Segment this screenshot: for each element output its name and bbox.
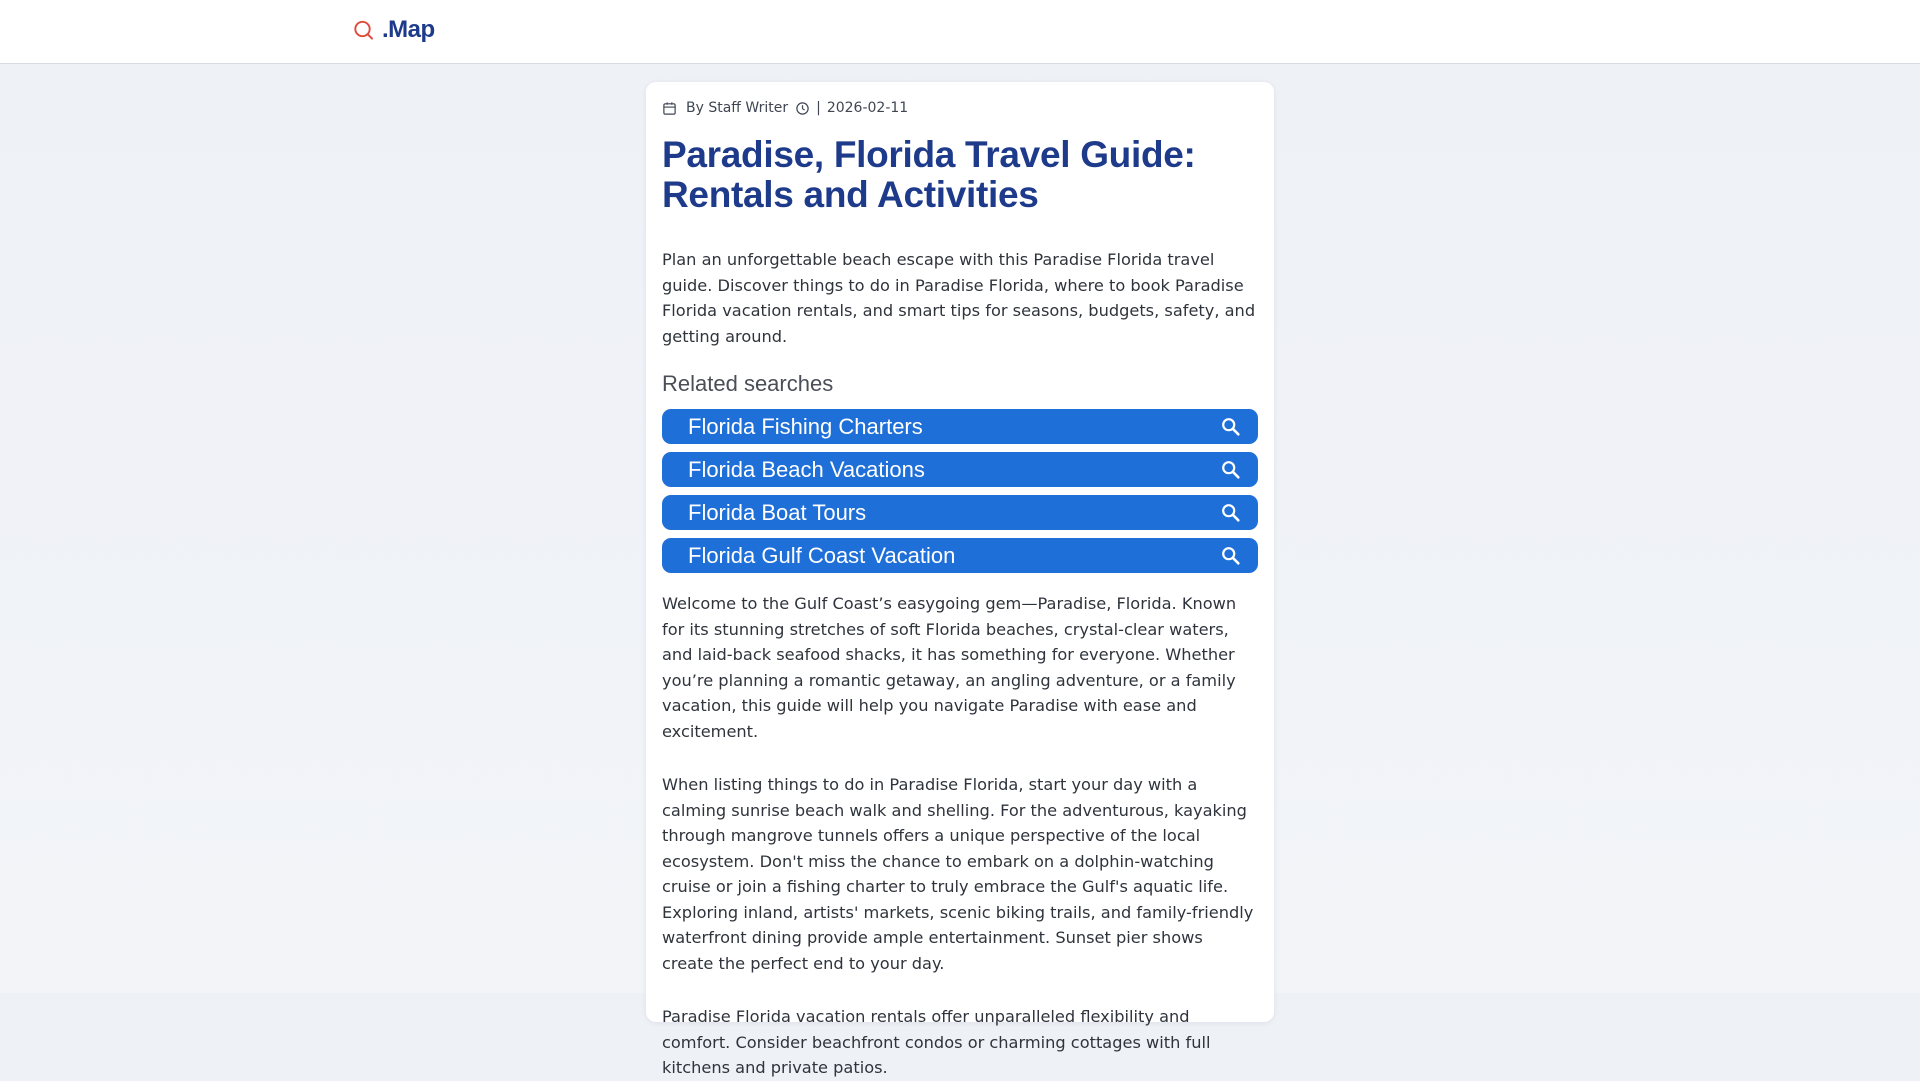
search-icon: [352, 18, 376, 42]
clock-icon: [795, 101, 810, 116]
search-icon: [1220, 502, 1242, 524]
related-search-boat-tours[interactable]: [662, 495, 1258, 530]
logo-text: .Map: [382, 16, 435, 43]
related-search-label: Florida Boat Tours: [688, 499, 867, 525]
page-title: Paradise, Florida Travel Guide: Rentals and Activities: [662, 134, 1196, 215]
calendar-icon: [662, 101, 677, 116]
article-intro: Plan an unforgettable beach escape with this Paradise Florida travel guide. Discover things to do in Paradise Florida, where to book Paradise Florida vacation rentals, and smart tips for seasons, budgets, safety, and getting around.: [662, 250, 1256, 346]
search-icon: [1220, 545, 1242, 567]
top-navigation-bar: [0, 0, 1920, 64]
related-search-label: Florida Beach Vacations: [688, 456, 925, 482]
search-icon: [1220, 459, 1242, 481]
article-card: [646, 82, 1274, 1077]
related-search-fishing-charters[interactable]: [662, 409, 1258, 444]
related-search-beach-vacations[interactable]: [662, 452, 1258, 487]
publish-date: 2026-02-11: [826, 100, 909, 116]
article-paragraph: Welcome to the Gulf Coast’s easygoing gem—Paradise, Florida. Known for its stunning stretches of soft Florida beaches, crystal-clear waters, and laid-back seafood shacks, it has something for everyone. Whether you’re planning a romantic getaway, an angling adventure, or a family vacation, this guide will help you navigate Paradise with ease and excitement.: [662, 594, 1237, 741]
author-name: By Staff Writer: [686, 100, 789, 116]
article-paragraph: Paradise Florida vacation rentals offer unparalleled flexibility and comfort. Consider beachfront condos or charming cottages with full kitchens and private patios.: [662, 1007, 1211, 1077]
related-searches-list: [662, 409, 1258, 573]
article-meta: [662, 98, 1258, 118]
site-logo[interactable]: [352, 16, 435, 44]
article-paragraph: When listing things to do in Paradise Florida, start your day with a calming sunrise beach walk and shelling. For the adventurous, kayaking through mangrove tunnels offers a unique perspective of the local ecosystem. Don't miss the chance to embark on a dolphin-watching cruise or join a fishing charter to truly embrace the Gulf's aquatic life. Exploring inland, artists' markets, scenic biking trails, and family-friendly waterfront dining provide ample entertainment. Sunset pier shows create the perfect end to your day.: [662, 775, 1254, 973]
related-searches-heading: Related searches: [662, 371, 834, 396]
related-search-label: Florida Fishing Charters: [688, 413, 923, 439]
meta-separator: |: [816, 100, 821, 116]
search-icon: [1220, 416, 1242, 438]
related-search-label: Florida Gulf Coast Vacation: [688, 542, 956, 568]
related-search-gulf-coast-vacation[interactable]: [662, 538, 1258, 573]
